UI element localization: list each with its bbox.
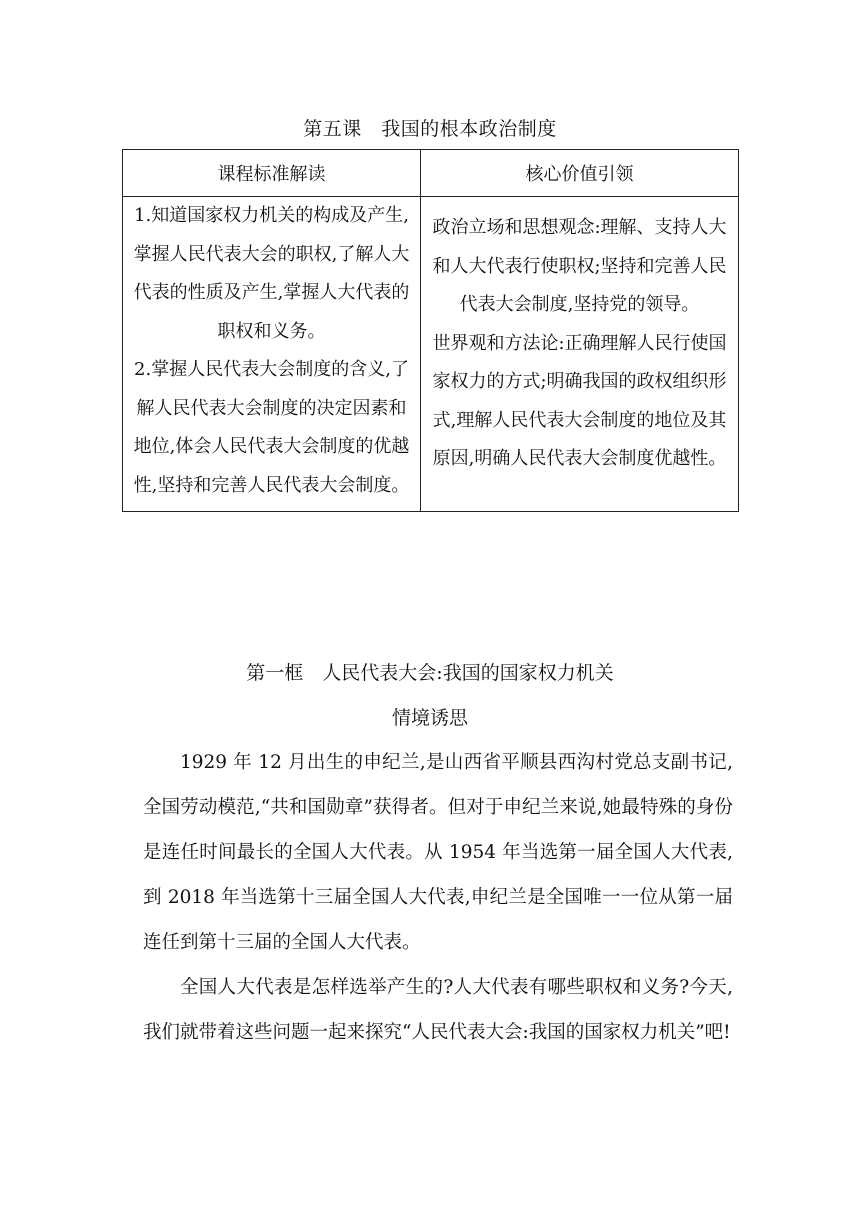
subsection-title: 情境诱思 (391, 707, 468, 729)
standards-cell (123, 197, 421, 512)
header-core-values: 核心价值引领 (421, 150, 739, 197)
standard-item-2: 2.掌握人民代表大会制度的含义,了解人民代表大会制度的决定因素和地位,体会人民代表大会制度的优越性,坚持和完善人民代表大会制度。 (133, 359, 410, 496)
table-row (123, 197, 739, 512)
lesson-title: 第五课 我国的根本政治制度 (303, 118, 557, 140)
standard-item-1: 1.知道国家权力机关的构成及产生,掌握人民代表大会的职权,了解人大代表的性质及产生,掌握人大代表的职权和义务。 (133, 205, 410, 342)
paragraph: 1929 年 12 月出生的申纪兰,是山西省平顺县西沟村党总支副书记,全国劳动模范,“共和国勋章”获得者。但对于申纪兰来说,她最特殊的身份是连任时间最长的全国人大代表。从 1954 年当选第一届全国人大代表,到 2018 年当选第十三届全国人大代表,申纪兰是全国唯一一位从第一届连任到第十三届的全国人大代表。 (143, 752, 733, 953)
value-item-2: 世界观和方法论:正确理解人民行使国家权力的方式;明确我国的政权组织形式,理解人民代表大会制度的地位及其原因,明确人民代表大会制度优越性。 (432, 332, 727, 469)
paragraph: 全国人大代表是怎样选举产生的?人大代表有哪些职权和义务?今天,我们就带着这些问题一起来探究“人民代表大会:我国的国家权力机关”吧! (143, 977, 733, 1043)
scenario-text (143, 740, 733, 1055)
section-title: 第一框 人民代表大会:我国的国家权力机关 (246, 662, 614, 684)
curriculum-table (122, 149, 739, 512)
header-standards: 课程标准解读 (123, 150, 421, 197)
table-header-row (123, 150, 739, 197)
value-item-1: 政治立场和思想观念:理解、支持人大和人大代表行使职权;坚持和完善人民代表大会制度,坚持党的领导。 (432, 217, 727, 315)
core-values-cell (421, 197, 739, 512)
